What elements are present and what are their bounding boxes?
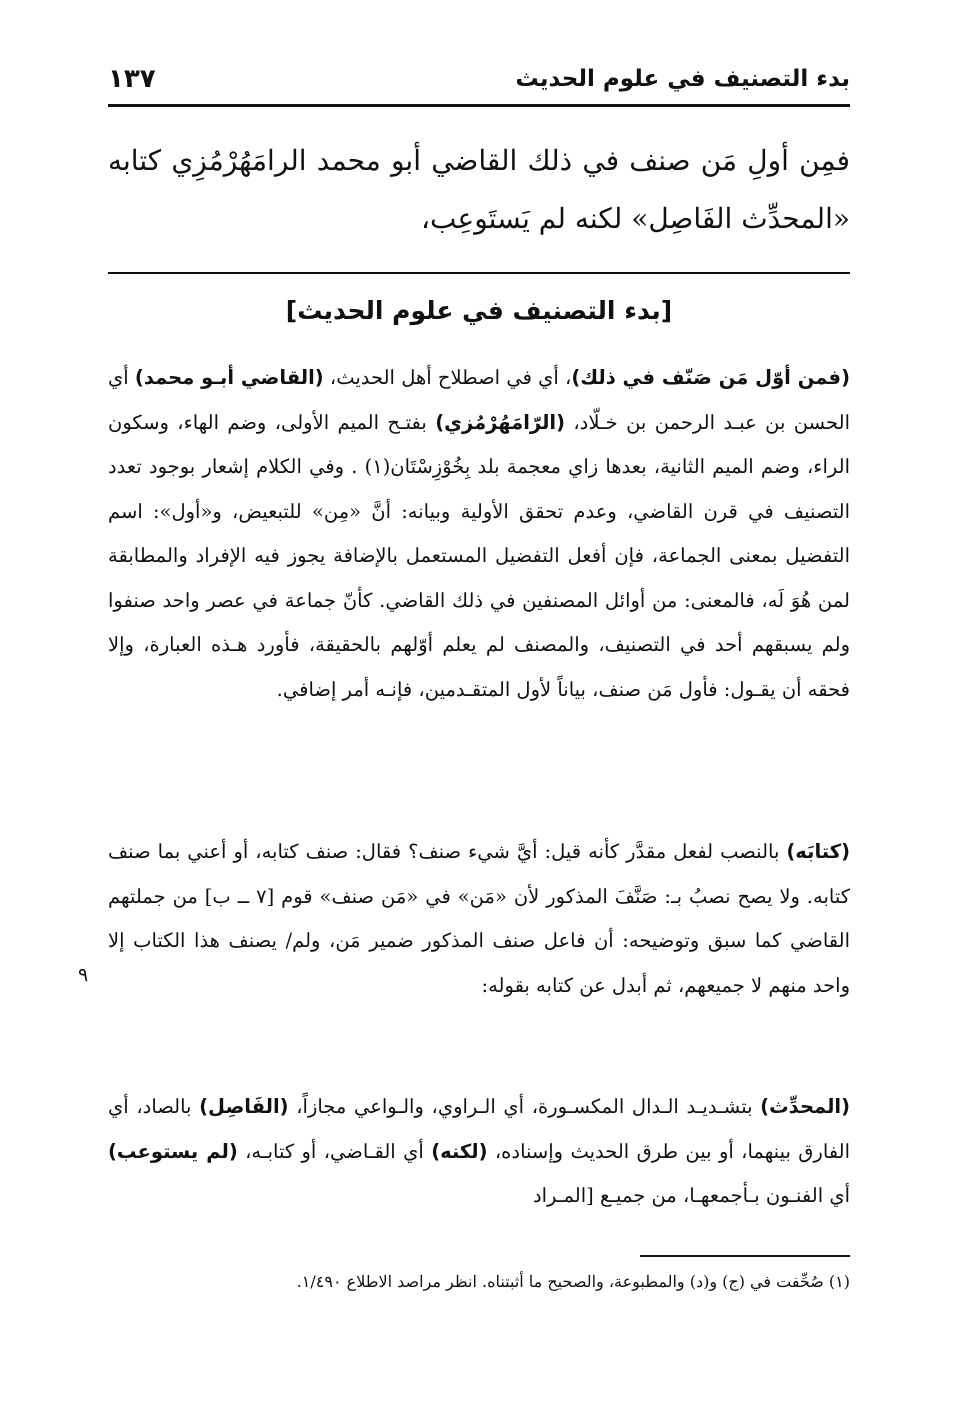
commentary-text: بالصاد، أي الفارق بينهما، أو بين طرق الحديث وإسناده، <box>108 1095 850 1163</box>
commentary-text: أي الحسن بن عبـد الرحمن بن خـلّاد، <box>108 366 850 434</box>
commentary-paragraph-3 <box>108 1085 850 1219</box>
commentary-text: ، أي في اصطلاح أهل الحديث، <box>323 366 572 389</box>
matn-text: فمِن أولِ مَن صنف في ذلك القاضي أبو محمد الرامَهُرْمُزِي كتابه «المحدِّث الفَاصِل» لكنه لم يَستَوعِب، <box>108 144 850 235</box>
running-title: بدء التصنيف في علوم الحديث <box>515 66 850 92</box>
quoted-matn: (لكنه) <box>431 1139 488 1163</box>
quoted-matn: (كتابَه) <box>786 840 850 863</box>
commentary-text: أي القـاضي، أو كتابـه، <box>237 1139 432 1163</box>
footnote-rule <box>640 1255 850 1257</box>
matn-separator-rule <box>108 272 850 274</box>
margin-folio-number: ٩ <box>78 964 89 986</box>
header-rule <box>108 104 850 107</box>
commentary-text: بفتـح الميم الأولى، وضم الهاء، وسكون الراء، وضم الميم الثانية، بعدها زاي معجمة بلد بِخُوْزِسْتَان(١) . وفي الكلام إشعار بوجود تعدد التصنيف في قرن القاضي، وعدم تحقق الأولية وبيانه: أنَّ «مِن» للتبعيض، و«أول»: اسم التفضيل بمعنى الجماعة، فإن أفعل التفضيل المستعمل بالإضافة يجوز فيه الإفراد والمطابقة لمن هُوَ لَه، فالمعنى: من أوائل المصنفين في ذلك القاضي. كأنّ جماعة في عصر واحد صنفوا ولم يسبقهم أحد في التصنيف، والمصنف لم يعلم أوّلهم بالحقيقة، فأورد هـذه العبارة، وإلا فحقه أن يقـول: فأول مَن صنف، بياناً لأول المتقـدمين، فإنـه أمر إضافي. <box>108 410 850 701</box>
running-header <box>108 60 850 98</box>
commentary-paragraph-2 <box>108 830 850 1008</box>
quoted-matn: (المحدِّث) <box>760 1095 850 1118</box>
commentary-text: بالنصب لفعل مقدَّر كأنه قيل: أيَّ شيء صنف؟ فقال: صنف كتابه، أو أعني بما صنف كتابه. ولا يصح نصبُ بـ: صَنَّفَ المذكور لأن «مَن» في «مَن صنف» قوم [٧ ــ ب] من جملتهم القاضي كما سبق وتوضيحه: أن فاعل صنف المذكور ضمير مَن، ولم/ يصنف هذا الكتاب إلا واحد منهم لا جميعهم، ثم أبدل عن كتابه بقوله: <box>108 840 850 997</box>
footnote: (١) صُحِّفت في (ج) و(د) والمطبوعة، والصحيح ما أثبتناه. انظر مراصد الاطلاع ١/٤٩٠. <box>296 1272 850 1291</box>
section-title: [بدء التصنيف في علوم الحديث] <box>285 296 673 325</box>
commentary-paragraph-1 <box>108 356 850 712</box>
quoted-matn: (لم يستوعب) <box>108 1139 238 1163</box>
quoted-matn: (الفَاصِل) <box>199 1095 289 1118</box>
quoted-matn: (القاضي أبـو محمد) <box>134 366 324 389</box>
page-number: ١٣٧ <box>108 64 156 94</box>
quoted-matn: (فمن أوّل مَن صَنّف في ذلك) <box>571 366 850 389</box>
commentary-text: بتشـديـد الـدال المكسـورة، أي الـراوي، والـواعي مجازاً، <box>288 1095 761 1118</box>
quoted-matn: (الرّامَهُرْمُزي) <box>435 410 565 434</box>
commentary-text: أي الفنـون بـأجمعهـا، من جميـع [المـراد <box>532 1184 850 1207</box>
